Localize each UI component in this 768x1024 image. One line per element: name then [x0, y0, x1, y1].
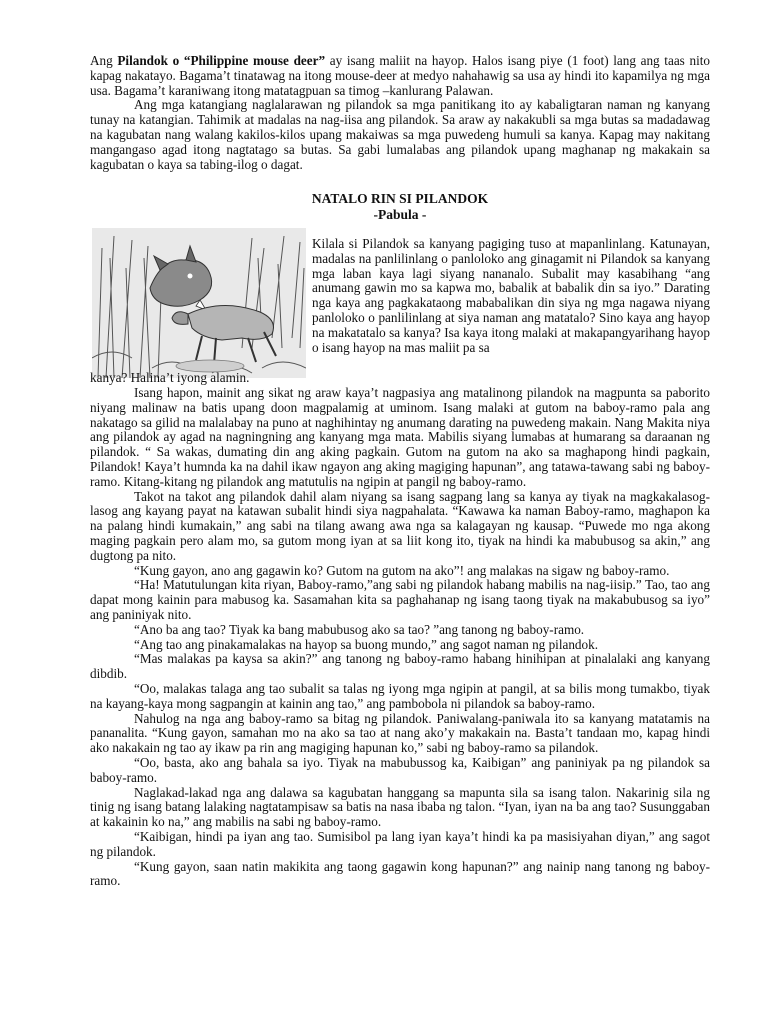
intro-text-start: Ang: [90, 53, 118, 68]
story-paragraph: “Oo, basta, ako ang bahala sa iyo. Tiyak na mabubussog ka, Kaibigan” ang paniniyak pa ng pilandok sa baboy-ramo.: [90, 754, 710, 785]
story-title: NATALO RIN SI PILANDOK: [311, 191, 489, 206]
story-paragraph: “Mas malakas pa kaysa sa akin?” ang tanong ng baboy-ramo habang hinihipan at pinalalaki ang kanyang dibdib.: [90, 651, 710, 682]
story-paragraph: “Oo, malakas talaga ang tao subalit sa talas ng iyong mga ngipin at pangil, at sa bilis mong tumakbo, tiyak na kayang-kaya mong sagpangin at kainin ang tao,” ang pambobola ni pilandok sa baboy-ramo.: [90, 680, 710, 711]
intro-section: [90, 54, 710, 172]
story-paragraph: “Ha! Matutulungan kita riyan, Baboy-ramo,”ang sabi ng pilandok habang mabilis na nag-iisip.” Tao, tao ang dapat mong kainin para mabusog ka. Sasamahan kita sa paghahanap ng isang taong tiyak na makabubusog sa iyo” ang paniniyak nito.: [90, 577, 710, 622]
story-intro-paragraph: Kilala si Pilandok sa kanyang pagiging tuso at mapanlinlang. Katunayan, madalas na panlilinlang o panloloko ang ginagamit ni Pilandok sa kanyang mga laban kaya lagi siyang nananalo. Subalit may kasabihang “ang anumang gawin mo sa kapwa mo, babalik at babalik din sa iyo.” Darating nga kaya ang pagkakataong mababalikan din siya ng mga nagawa niyang panloloko o panlilinlang at siya naman ang matatalo? Sino kaya ang hayop na makatatalo sa kanya? Isa kaya itong malaki at makapangyarihang hayop o isang hayop na mas maliit pa sa: [312, 236, 710, 355]
story-paragraph: Nahulog na nga ang baboy-ramo sa bitag ng pilandok. Paniwalang-paniwala ito sa kanyang matatamis na pananalita. “Kung gayon, samahan mo na ako sa tao at nang ako’y makakain na. Basta’t tandaan mo, kapag hindi ako nakakain ng tao ay ikaw pa rin ang magiging hapunan ko,” sabi ng baboy-ramo sa pilandok.: [90, 710, 710, 756]
story-body: [90, 386, 710, 889]
intro-bold-term: Pilandok o “Philippine mouse deer”: [117, 53, 326, 68]
illustration-boar-and-mousedeer: [92, 228, 306, 378]
story-paragraph: “Kung gayon, ano ang gagawin ko? Gutom na gutom na ako”! ang malakas na sigaw ng baboy-ramo.: [134, 562, 670, 578]
story-paragraph: “Ano ba ang tao? Tiyak ka bang mabubusog ako sa tao? ”ang tanong ng baboy-ramo.: [134, 621, 585, 637]
intro-paragraph-2: Ang mga katangiang naglalarawan ng pilandok sa mga panitikang ito ay kabaligtaran naman ng kanyang tunay na katangian. Tahimik at madalas na nag-iisa ang pilandok. Sa araw ay nakakubli sa mga butas sa madadawag na kagubatan nang walang kakilos-kilos upang makaiwas sa mga puwedeng humuli sa kanya. Kapag may nakitang mangangaso agad itong nagtatago sa butas. Sa gabi lumalabas ang pilandok upang maghanap ng makakain sa kagubatan o kaya sa tabing-ilog o dagat.: [90, 97, 710, 172]
story-paragraph: “Ang tao ang pinakamalakas na hayop sa buong mundo,” ang sagot naman ng pilandok.: [134, 636, 599, 652]
story-subtitle: -Pabula -: [373, 207, 427, 222]
story-paragraph: Isang hapon, mainit ang sikat ng araw kaya’t nagpasiya ang matalinong pilandok na magpunta sa paborito niyang malinaw na batis upang doon magpalamig at uminom. Isang malaki at gutom na baboy-ramo pala ang nakatago sa gilid na malalabay na puno at naghihintay ng anumang darating na puwedeng makain. Nang Makita niya ang pilandok ay agad na nagningning ang kanyang mga mata. Mabilis siyang lumabas at humarang sa daraanan ng pilandok. “ Sa wakas, dumating din ang aking pagkain. Gutom na gutom na ako sa maghapong hindi pagkain, Pilandok! Kaya’t humnda ka na dahil ikaw ngayon ang aking magiging hapunan”, ang tatawa-tawang sabi ng baboy-ramo. Kitang-kitang ng pilandok ang matutulis na ngipin at pangil ng baboy-ramo.: [90, 385, 710, 489]
intro-text-rest: ay isang maliit na hayop. Halos isang piye (1 foot) lang ang taas nito kapag nakatayo. Bagama’t tinatawag na itong mouse-deer at medyo nahahawig sa usa ay hindi ito kapamilya ng mga usa. Bagama’t karaniwang itong matatagpuan sa timog –kanlurang Palawan.: [90, 53, 710, 98]
story-intro-paragraph-end: kanya? Halina’t iyong alamin.: [90, 370, 250, 385]
intro-paragraph-1: [90, 54, 710, 98]
story-paragraph: “Kung gayon, saan natin makikita ang taong gagawin kong hapunan?” ang nainip nang tanong ng baboy-ramo.: [90, 858, 710, 889]
story-paragraph: Takot na takot ang pilandok dahil alam niyang sa isang sagpang lang sa kanya ay tiyak na magkakalasog-lasog ang kayang payat na katawan subalit hindi siya nagpahalata. “Kawawa ka naman Baboy-ramo, maghapon ka na palang hindi kumakain,” ang sabi na tilang awang awa nga sa kalagayan ng kausap. “Puwede mo nga akong maging pagkain pero alam mo, sa gutom mong iyan at sa liit kong ito, tiyak na hindi ka mabubusog sa akin,” ang dugtong pa nito.: [90, 488, 710, 563]
story-paragraph: “Kaibigan, hindi pa iyan ang tao. Sumisibol pa lang iyan kaya’t hindi ka pa masisiyahan diyan,” ang sagot ng pilandok.: [90, 828, 710, 859]
story-paragraph: Naglakad-lakad nga ang dalawa sa kagubatan hanggang sa mapunta sila sa isang talon. Nakarinig sila ng tinig ng isang batang lalaking nagtatampisaw sa batis na nasa ibaba ng talon. “Iyan, iyan na ba ang tao? Susunggaban at kakainin ko na,” ang mabilis na sabi ng baboy-ramo.: [90, 784, 710, 830]
